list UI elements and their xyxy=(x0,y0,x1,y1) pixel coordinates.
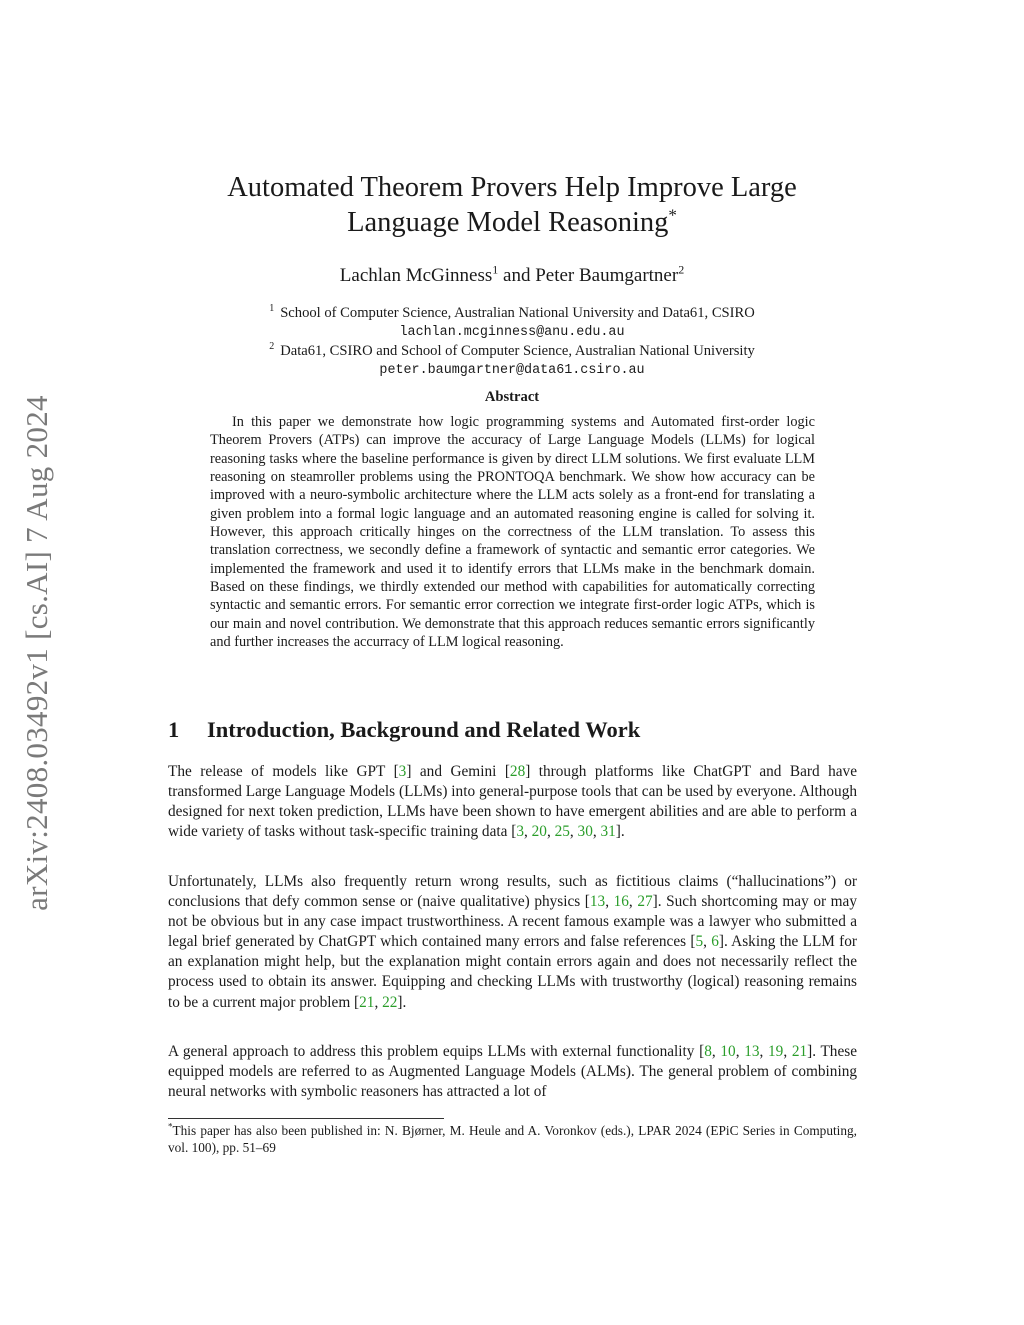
text-run: ] through platforms like ChatGPT and Bard have transformed Large Language Models (LLMs) into general-purpose tools that can be used by everyone. Although designed for next token prediction, LLMs have been shown to have emergent abilities and are able to perform a wide variety of tasks without task-specific training data [ xyxy=(168,763,857,841)
title-line-1: Automated Theorem Provers Help Improve Large xyxy=(227,172,797,203)
text-run: ]. xyxy=(615,823,625,841)
paragraph-1: The release of models like GPT [3] and Gemini [28] through platforms like ChatGPT and Bard have transformed Large Language Models (LLMs) into general-purpose tools that can be used by everyone. Although designed for next token prediction, LLMs have been shown to have emergent abilities and are able to perform a wide variety of tasks without task-specific training data [3, 20, 25, 30, 31]. xyxy=(168,763,857,841)
citation-link[interactable]: 28 xyxy=(509,763,526,780)
paper-title xyxy=(168,170,856,240)
citation-link[interactable]: 8 xyxy=(704,1043,712,1060)
author-1: Lachlan McGinness xyxy=(339,265,493,286)
footnote-mark: * xyxy=(168,1121,173,1132)
abstract-body: In this paper we demonstrate how logic programming systems and Automated first-order logic Theorem Provers (ATPs) can improve the accuracy of Large Language Models (LLMs) for logical reasoning tasks where the baseline performance is given by direct LLM solutions. We first evaluate LLM reasoning on steamroller problems using the PRONTOQA benchmark. We show how accuracy can be improved with a neuro-symbolic architecture where the LLM acts solely as a front-end for translating a given problem into a formal logic language and an automated reasoning engine is called for solving it. However, this approach critically hinges on the correctness of the LLM translation. To assess this translation correctness, we secondly define a framework of syntactic and semantic error categories. We implemented the framework and used it to identify errors that LLMs make in the benchmark domain. Based on these findings, we thirdly extended our method with capabilities for automatically correcting syntactic and semantic errors. For semantic error correction we integrate first-order logic ATPs, which is our main and novel contribution. We demonstrate that this approach reduces semantic errors significantly and further increases the accurracy of LLM logical reasoning. xyxy=(210,414,815,651)
text-run: A general approach to address this problem equips LLMs with external functionality [ xyxy=(168,1043,705,1060)
author-list xyxy=(168,262,856,287)
citation-link[interactable]: 21 xyxy=(359,993,375,1011)
text-run: ]. Such shortcoming may or may not be obvious but in any case impact trustworthiness. A recent famous example was a lawyer who submitted a legal brief generated by ChatGPT which contained many errors and false references [ xyxy=(168,893,857,951)
footnote-rule xyxy=(168,1118,444,1119)
section-heading xyxy=(168,717,856,743)
author-1-email[interactable]: lachlan.mcginness@anu.edu.au xyxy=(399,325,625,340)
affiliations xyxy=(168,304,856,380)
citation-link[interactable]: 6 xyxy=(711,933,719,951)
citation-link[interactable]: 25 xyxy=(554,823,570,841)
affiliation-1 xyxy=(168,304,856,323)
author-2-affil-mark: 2 xyxy=(678,262,685,277)
citation-link[interactable]: 30 xyxy=(577,823,593,841)
affiliation-1-text: School of Computer Science, Australian National University and Data61, CSIRO xyxy=(280,305,755,321)
section-title: Introduction, Background and Related Work xyxy=(207,717,641,742)
text-run: Unfortunately, LLMs also frequently return wrong results, such as fictitious claims (“hallucinations”) or conclusions that defy common sense or (naive qualitative) physics [ xyxy=(168,873,857,911)
author-2: Peter Baumgartner xyxy=(535,265,679,286)
citation-link[interactable]: 20 xyxy=(531,823,547,841)
author-and: and xyxy=(503,265,531,286)
section-number: 1 xyxy=(168,717,180,742)
citation-link[interactable]: 21 xyxy=(791,1043,808,1060)
text-run: ]. These equipped models are referred to as Augmented Language Models (ALMs). The general problem of combining neural networks with symbolic reasoners has attracted a lot of xyxy=(168,1043,857,1101)
citation-link[interactable]: 3 xyxy=(516,823,524,841)
citation-link[interactable]: 31 xyxy=(600,823,616,841)
text-run: ]. Asking the LLM for an explanation might help, but the explanation might contain errors again and does not necessarily reflect the process used to obtain its answer. Equipping and checking LLMs with trustworthy (logical) reasoning remains to be a current major problem [ xyxy=(168,933,857,1011)
citation-link[interactable]: 13 xyxy=(589,893,606,911)
citation-link[interactable]: 27 xyxy=(637,893,653,911)
arxiv-id: arXiv:2408.03492v1 [cs.AI] 7 Aug 2024 xyxy=(19,394,54,911)
citation-link[interactable]: 16 xyxy=(613,893,629,911)
paragraph-3: A general approach to address this problem equips LLMs with external functionality [8, 10, 13, 19, 21]. These equipped models are referred to as Augmented Language Models (ALMs). The general problem of combining neural networks with symbolic reasoners has attracted a lot of xyxy=(168,1043,857,1101)
citation-link[interactable]: 10 xyxy=(720,1043,736,1060)
text-run: ]. xyxy=(397,993,407,1011)
text-run: ] and Gemini [ xyxy=(406,763,510,780)
affiliation-1-mark: 1 xyxy=(269,303,275,315)
paragraph-2: Unfortunately, LLMs also frequently return wrong results, such as fictitious claims (“hallucinations”) or conclusions that defy common sense or (naive qualitative) physics [13, 16, 27]. Such shortcoming may or may not be obvious but in any case impact trustworthiness. A recent famous example was a lawyer who submitted a legal brief generated by ChatGPT which contained many errors and false references [5, 6]. Asking the LLM for an explanation might help, but the explanation might contain errors again and does not necessarily reflect the process used to obtain its answer. Equipping and checking LLMs with trustworthy (logical) reasoning remains to be a current major problem [21, 22]. xyxy=(168,873,857,1011)
title-footnote-mark[interactable]: * xyxy=(668,205,677,225)
title-line-2: Language Model Reasoning xyxy=(347,207,669,238)
citation-link[interactable]: 3 xyxy=(398,763,407,780)
abstract-heading: Abstract xyxy=(484,389,540,405)
citation-link[interactable]: 13 xyxy=(744,1043,760,1060)
affiliation-2-text: Data61, CSIRO and School of Computer Science, Australian National University xyxy=(280,343,755,359)
affiliation-2 xyxy=(168,342,856,361)
citation-link[interactable]: 19 xyxy=(768,1043,784,1060)
author-2-email[interactable]: peter.baumgartner@data61.csiro.au xyxy=(379,363,645,378)
footnote-text: This paper has also been published in: N. Bjørner, M. Heule and A. Voronkov (eds.), LPAR 2024 (EPiC Series in Computing, vol. 100), pp. 51–69 xyxy=(168,1123,857,1155)
affiliation-2-mark: 2 xyxy=(269,341,275,353)
text-run: The release of models like GPT [ xyxy=(168,763,399,780)
author-1-affil-mark: 1 xyxy=(492,262,499,277)
footnote xyxy=(168,1122,857,1156)
arxiv-sidebar xyxy=(14,375,60,930)
citation-link[interactable]: 22 xyxy=(382,993,398,1011)
citation-link[interactable]: 5 xyxy=(695,933,704,951)
